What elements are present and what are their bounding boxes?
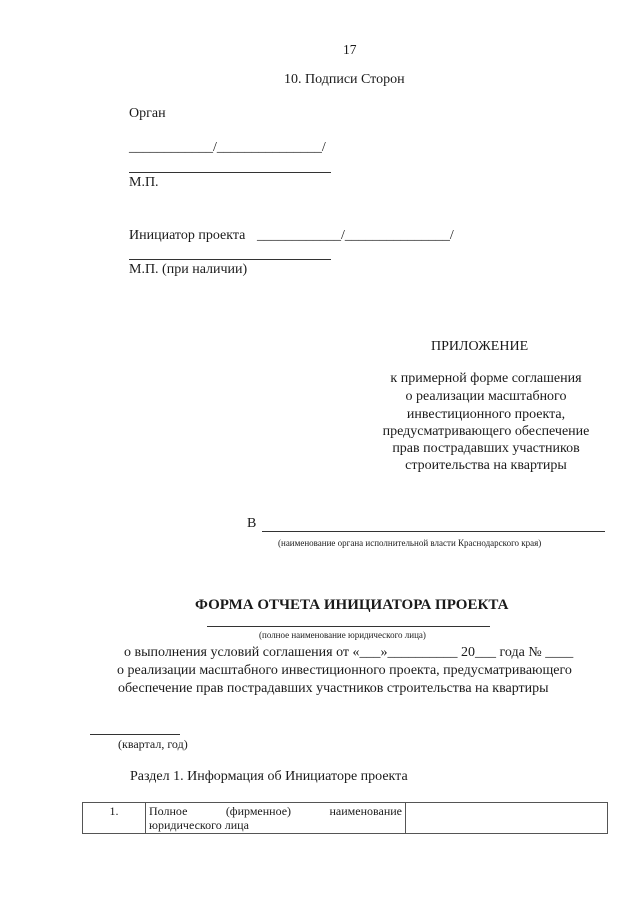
row-label [146,803,406,834]
addressee-prefix: В [247,516,257,531]
row-label-word: (фирменное) [225,804,292,818]
appendix-line: прав пострадавших участников [392,441,580,456]
table-row [83,803,608,834]
row-value [406,803,608,834]
appendix-line: инвестиционного проекта, [406,407,566,422]
addressee-caption: (наименование органа исполнительной власти Краснодарского края) [278,538,542,548]
initiator-signature-line: ____________/_______________/ [257,228,454,243]
form-title: ФОРМА ОТЧЕТА ИНИЦИАТОРА ПРОЕКТА [195,597,509,613]
row-label-line-2: юридического лица [149,818,249,832]
stamp-label-2: М.П. (при наличии) [129,262,248,277]
addressee-line [262,531,605,532]
signatures-heading: 10. Подписи Сторон [284,72,405,87]
initiator-stamp-line [129,259,331,260]
initiator-label: Инициатор проекта [129,228,246,243]
period-caption: (квартал, год) [118,737,188,751]
appendix-line: к примерной форме соглашения [390,371,582,386]
appendix-line: предусматривающего обеспечение [382,424,590,439]
info-table [82,802,608,834]
appendix-line: о реализации масштабного [405,389,567,404]
row-number: 1. [83,803,146,834]
page-number: 17 [343,42,357,57]
form-line-3: обеспечение прав пострадавших участников строительства на квартиры [118,681,549,696]
appendix-title: ПРИЛОЖЕНИЕ [431,339,529,354]
organ-signature-line: ____________/_______________/ [129,140,326,155]
row-label-word: наименование [329,804,402,818]
appendix-line: строительства на квартиры [405,458,567,473]
section-title: Раздел 1. Информация об Инициаторе проекта [130,769,408,784]
row-label-word: Полное [149,804,188,818]
organ-label: Орган [129,106,166,121]
form-line-1: о выполнения условий соглашения от «___»__________ 20___ года № ____ [124,645,574,660]
period-line [90,734,180,735]
form-line-2: о реализации масштабного инвестиционного проекта, предусматривающего [117,663,572,678]
legal-name-caption: (полное наименование юридического лица) [259,630,426,640]
legal-name-line [207,626,490,627]
stamp-label-1: М.П. [129,175,159,190]
organ-stamp-line [129,172,331,173]
